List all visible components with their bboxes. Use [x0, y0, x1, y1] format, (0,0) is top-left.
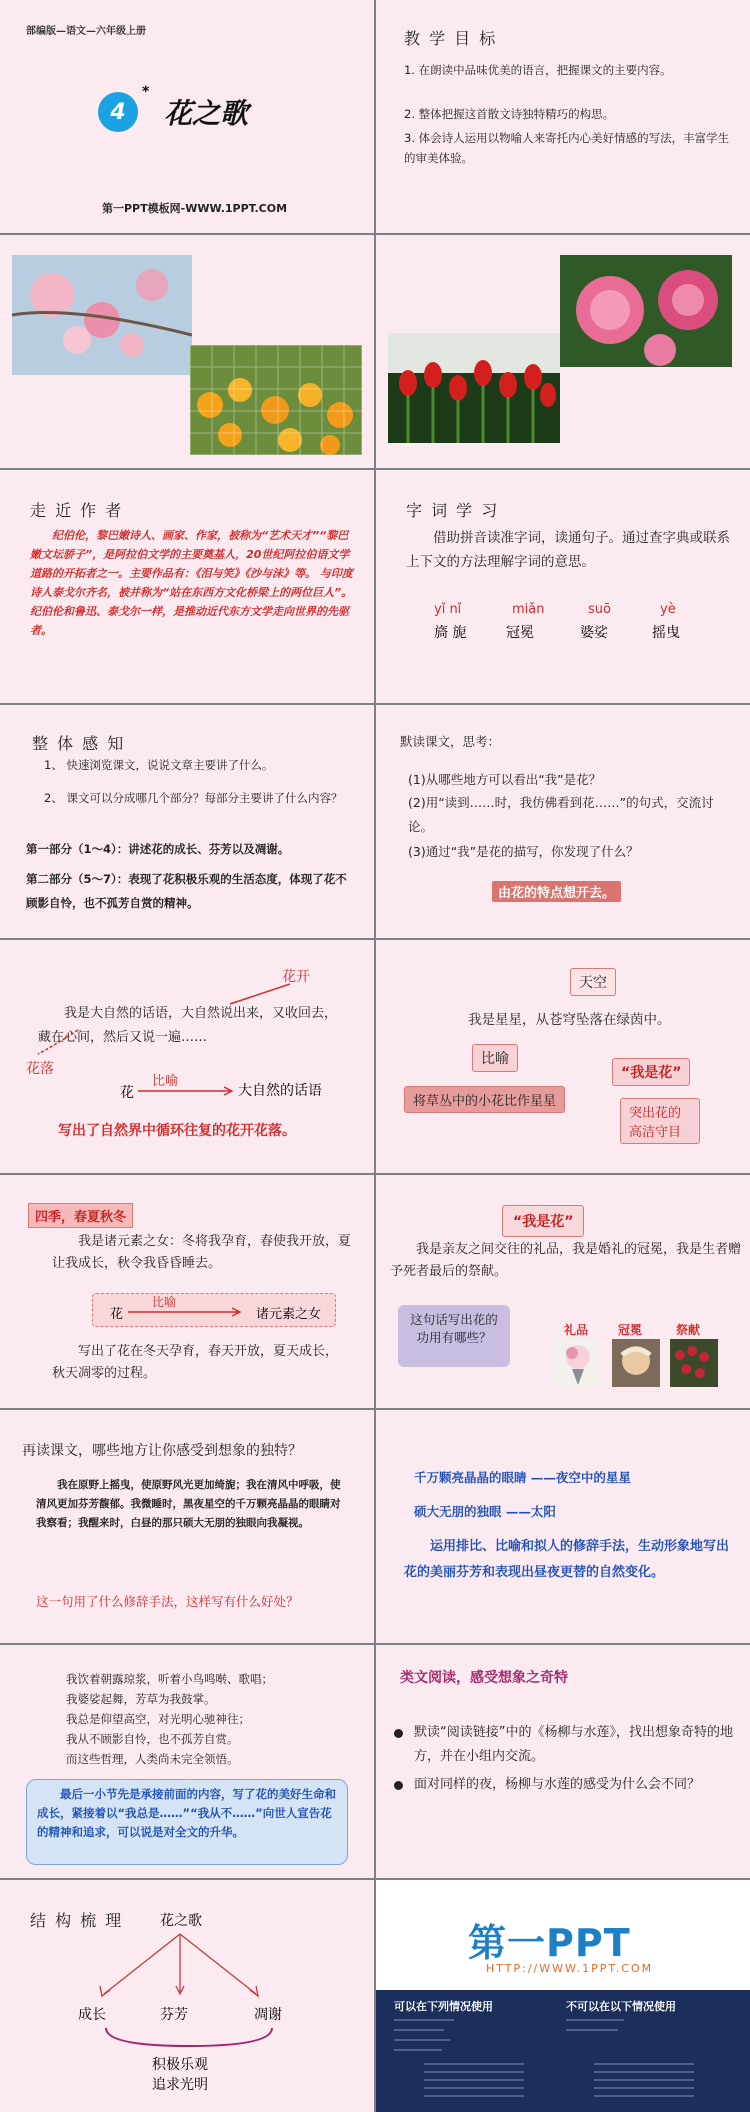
reading-intro: 默读课文，思考： [400, 734, 501, 749]
seasons-compare-metaphor: 比喻 [152, 1295, 177, 1309]
nature-sentence: 我是大自然的话语，大自然说出来，又收回去，藏在心间，然后又说一遍…… [38, 1006, 338, 1045]
slide-imagination [0, 1410, 374, 1643]
word-2: 冠冕 [506, 625, 534, 641]
poem-line-4: 我从不顾影自怜，也不孤芳自赏。 [66, 1732, 239, 1746]
structure-summary-2: 追求光明 [152, 2077, 208, 2093]
slide-teaching-goals [376, 0, 750, 233]
reading-answer: 由花的特点想开去。 [492, 881, 621, 902]
slide-nature-words [0, 940, 374, 1173]
goals-heading: 教 学 目 标 [404, 29, 498, 48]
comparative-task-1: 默读“阅读链接”中的《杨柳与水莲》，找出想象奇特的地方，并在小组内交流。 [414, 1725, 733, 1764]
lesson-title: 花之歌 [164, 97, 249, 130]
rhetoric-line1: 千万颗亮晶晶的眼睛 ——夜空中的星星 [414, 1470, 631, 1485]
usage-allowed: 可以在下列情况使用 [394, 2000, 493, 2013]
poem-line-2: 我婆娑起舞，芳草为我鼓掌。 [66, 1692, 216, 1706]
label-fall: 花落 [26, 1061, 54, 1077]
slide-silent-reading [376, 705, 750, 938]
pinyin-4: yè [660, 602, 676, 617]
word-3: 婆娑 [580, 625, 608, 641]
label-bloom: 花开 [282, 969, 310, 985]
pinyin-3: suō [588, 602, 611, 617]
goal-2: 2. 整体把握这首散文诗独特精巧的构思。 [404, 107, 615, 121]
slide-overview [0, 705, 374, 938]
part-one: 第一部分（1～4）：讲述花的成长、芬芳以及凋谢。 [26, 842, 290, 856]
star-sentence: 我是星星，从苍穹坠落在绿茵中。 [468, 1012, 671, 1028]
slide-uses [376, 1175, 750, 1408]
author-heading: 走 近 作 者 [30, 501, 124, 520]
bullet-1-icon [394, 1729, 403, 1738]
imagination-heading: 再读课文，哪些地方让你感受到想象的独特？ [22, 1443, 302, 1459]
poem-line-3: 我总是仰望高空，对光明心驰神往； [66, 1712, 250, 1726]
star-mark: * [142, 84, 150, 100]
rhetoric-summary: 运用排比、比喻和拟人的修辞手法，生动形象地写出花的美丽芬芳和表现出昼夜更替的自然变化。 [404, 1539, 730, 1580]
compare-arrow-icon [138, 1086, 238, 1096]
vocab-instruction: 借助拼音读准字词，读通句子。通过查字典或联系上下文的方法理解字词的意思。 [406, 530, 730, 570]
structure-fragrance: 芬芳 [160, 2007, 188, 2023]
structure-summary-1: 积极乐观 [152, 2057, 208, 2073]
tulip-image [388, 333, 560, 443]
ad-link-lines-icon [394, 2014, 734, 2104]
course-header: 部编版—语文—六年级上册 [26, 26, 146, 37]
pinyin-2: miǎn [512, 602, 545, 617]
usage-forbidden: 不可以在以下情况使用 [566, 2000, 676, 2013]
imagination-body: 我在原野上摇曳，使原野风光更加绮旎；我在清风中呼吸，使清风更加芬芳馥郁。我微睡时，黑夜星空的千万颗亮晶晶的眼睛对我察看；我醒来时，白昼的那只硕大无朋的独眼向我凝视。 [36, 1479, 341, 1529]
i-am-flower-callout: “我是花” [612, 1058, 690, 1086]
reading-q3: (3)通过“我”是花的描写，你发现了什么？ [408, 844, 639, 859]
bouquet-image [554, 1339, 602, 1387]
comparative-task-2: 面对同样的夜，杨柳与水莲的感受为什么会不同？ [414, 1777, 701, 1792]
seasons-compare-element: 诸元素之女 [256, 1307, 322, 1322]
seasons-tag: 四季，春夏秋冬 [28, 1203, 133, 1228]
compare-metaphor: 比喻 [152, 1074, 179, 1089]
seasons-arrow-icon [128, 1307, 248, 1317]
fall-arrow-icon [30, 1018, 84, 1058]
nature-conclusion: 写出了自然界中循环往复的花开花落。 [58, 1123, 296, 1139]
trait-callout: 突出花的高洁守目 [620, 1098, 700, 1144]
part-two: 第二部分（5～7）：表现了花积极乐观的生活态度，体现了花不顾影自怜，也不孤芳自赏的精神。 [26, 872, 347, 910]
marigold-image [190, 345, 362, 455]
seasons-body: 我是诸元素之女：冬将我孕育，春使我开放，夏让我成长，秋令我昏昏睡去。 [52, 1234, 352, 1271]
slide-flower-photos-2 [376, 235, 750, 468]
poem-line-1: 我饮着朝露琼浆，听着小鸟鸣啭、歌唱； [66, 1672, 273, 1686]
ppt-url[interactable]: HTTP://WWW.1PPT.COM [486, 1962, 654, 1975]
metaphor-callout: 比喻 [472, 1044, 518, 1072]
comparative-heading: 类文阅读，感受想象之奇特 [400, 1670, 568, 1686]
pinyin-1: yǐ nǐ [434, 602, 462, 617]
uses-body: 我是亲友之间交往的礼品，我是婚礼的冠冕，我是生者赠予死者最后的祭献。 [390, 1242, 742, 1279]
structure-root: 花之歌 [160, 1913, 202, 1929]
slide-ppt-ad [376, 1880, 750, 2112]
peony-image [560, 255, 732, 367]
label-offering: 祭献 [676, 1323, 701, 1337]
slide-author [0, 470, 374, 703]
structure-heading: 结 构 梳 理 [30, 1911, 124, 1930]
rhetoric-line2: 硕大无朋的独眼 ——太阳 [414, 1504, 556, 1519]
reading-q1: (1)从哪些地方可以看出“我”是花？ [408, 772, 602, 787]
structure-arrows-icon [80, 1932, 280, 2002]
overview-q1: 1、 快速浏览课文，说说文章主要讲了什么。 [44, 758, 274, 772]
vocab-heading: 字 词 学 习 [406, 501, 500, 520]
slide-rhetoric [376, 1410, 750, 1643]
label-gift: 礼品 [564, 1323, 589, 1337]
structure-growth: 成长 [78, 2007, 106, 2023]
compare-flower: 花 [120, 1085, 134, 1101]
author-bio: 纪伯伦，黎巴嫩诗人、画家、作家，被称为“艺术天才”“黎巴嫩文坛骄子”，是阿拉伯文学的主要奠基人，20世纪阿拉伯语文学道路的开拓者之一。主要作品有：《泪与笑》《沙与沫》等。 与印度诗人泰戈尔齐名，被并称为“站在东西方文化桥梁上的两位巨人”。纪伯伦和鲁迅、泰戈尔一样，是推动近代东方文学走向世界的先驱者。 [30, 529, 353, 637]
label-crown: 冠冕 [618, 1323, 643, 1337]
compare-nature: 大自然的话语 [238, 1083, 322, 1099]
slide-seasons [0, 1175, 374, 1408]
ppt-logo: 第一PPT [468, 1921, 631, 1965]
poem-line-5: 而这些哲理，人类尚未完全领悟。 [66, 1752, 239, 1766]
uses-i-am-flower-callout: “我是花” [502, 1205, 584, 1237]
slide-flower-photos-1 [0, 235, 374, 468]
peach-blossom-image [12, 255, 192, 375]
structure-brace-icon [104, 2026, 274, 2050]
offering-image [670, 1339, 718, 1387]
seasons-conclusion: 写出了花在冬天孕育，春天开放，夏天成长，秋天凋零的过程。 [52, 1344, 339, 1381]
overview-heading: 整 体 感 知 [32, 734, 126, 753]
slide-comparative-reading [376, 1645, 750, 1878]
sky-callout: 天空 [570, 968, 616, 996]
explain-callout: 将草丛中的小花比作星星 [404, 1086, 565, 1113]
word-4: 摇曳 [652, 625, 680, 641]
slide-star [376, 940, 750, 1173]
reading-q2: (2)用“读到……时，我仿佛看到花……”的句式，交流讨论。 [408, 795, 714, 834]
stanza-note: 最后一小节先是承接前面的内容，写了花的美好生命和成长，紧接着以“我总是……”“我从不……”向世人宣告花的精神和追求，可以说是对全文的升华。 [26, 1779, 348, 1865]
goal-3: 3. 体会诗人运用以物喻人来寄托内心美好情感的写法，丰富学生的审美体验。 [404, 131, 730, 165]
slide-title [0, 0, 374, 233]
slide-structure [0, 1880, 374, 2112]
slide-final-stanza [0, 1645, 374, 1878]
overview-q2: 2、 课文可以分成哪几个部分？每部分主要讲了什么内容？ [44, 791, 343, 805]
structure-withering: 凋谢 [254, 2007, 282, 2023]
uses-question: 这句话写出花的功用有哪些？ [398, 1305, 510, 1367]
imagination-question: 这一句用了什么修辞手法，这样写有什么好处？ [36, 1594, 299, 1609]
word-1: 旖 旎 [434, 625, 467, 641]
goal-1: 1. 在朗读中品味优美的语言，把握课文的主要内容。 [404, 63, 672, 77]
site-footer: 第一PPT模板网-WWW.1PPT.COM [102, 202, 288, 215]
lesson-number-icon: 4 [98, 92, 138, 132]
bullet-2-icon [394, 1781, 403, 1790]
slide-vocabulary [376, 470, 750, 703]
wreath-image [612, 1339, 660, 1387]
seasons-compare-flower: 花 [110, 1307, 124, 1322]
